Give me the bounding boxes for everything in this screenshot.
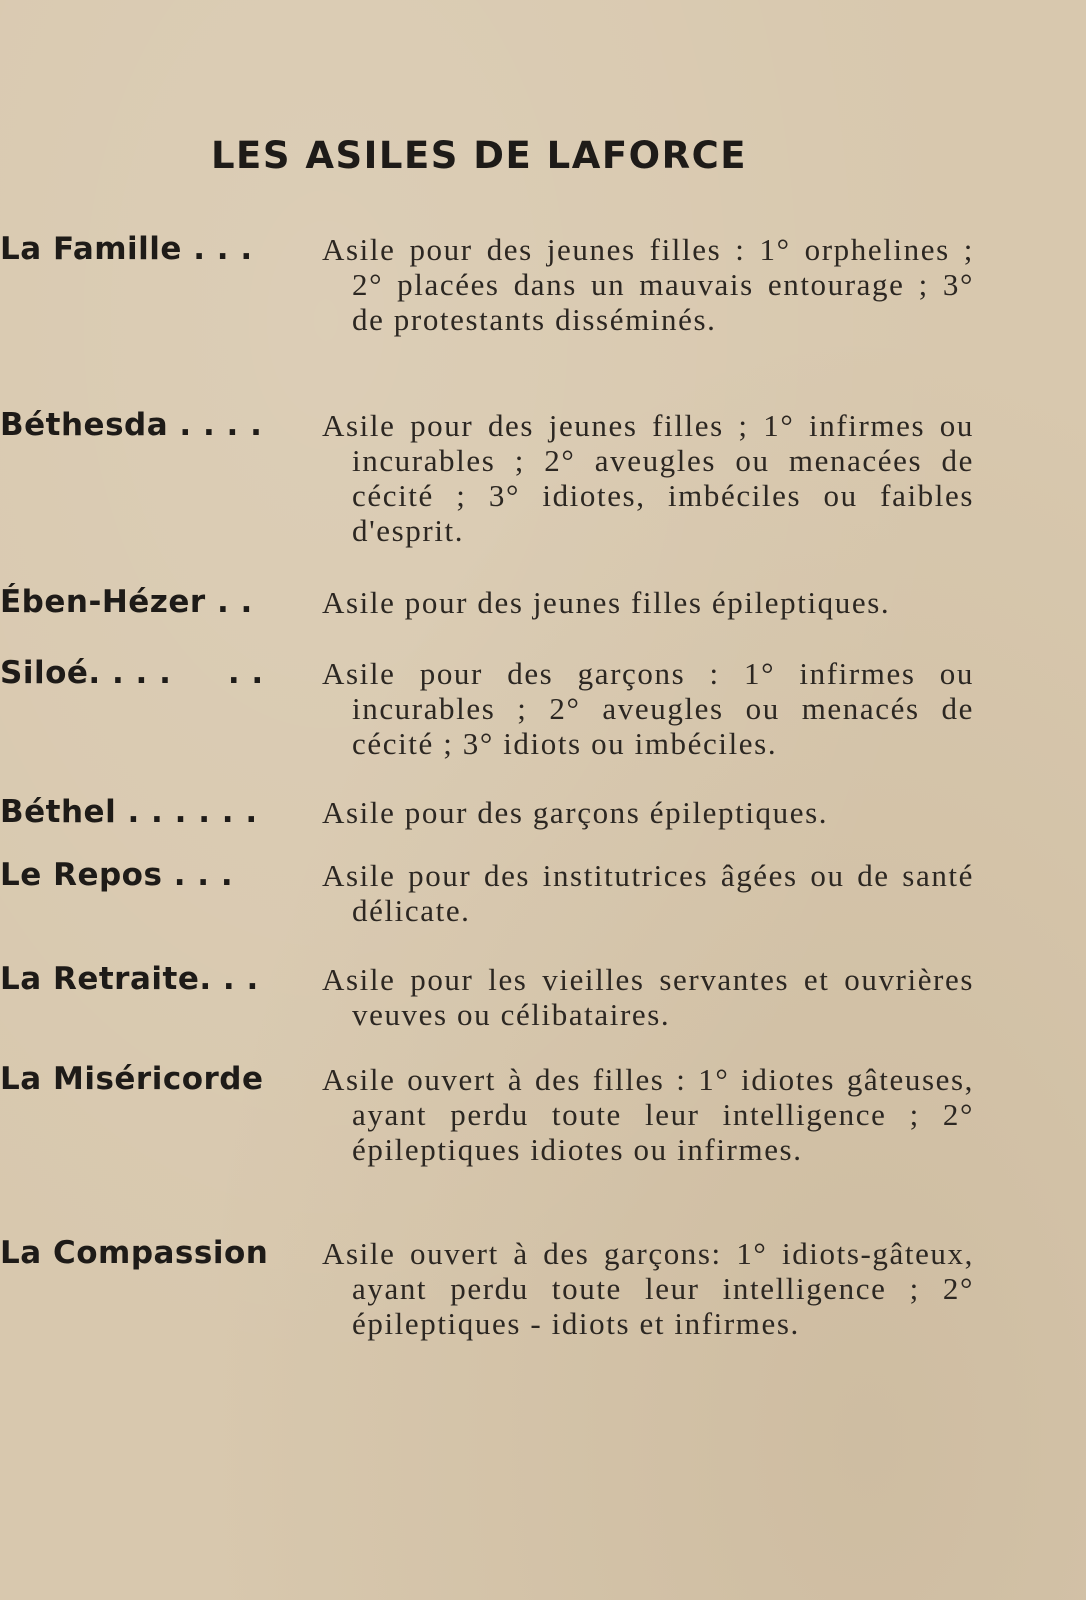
asylum-name: Béthesda . . . . bbox=[0, 407, 263, 443]
asylum-name: Le Repos . . . bbox=[0, 857, 234, 893]
asylum-description: Asile pour des jeunes filles ; 1° infirmes ou incurables ; 2° aveugles ou menacées de cécité ; 3° idiotes, imbéciles ou faibles d'esprit. bbox=[322, 408, 974, 548]
asylum-name: La Compassion bbox=[0, 1235, 269, 1271]
asylum-description: Asile ouvert à des filles : 1° idiotes gâteuses, ayant perdu toute leur intelligence ; 2° épileptiques idiotes ou infirmes. bbox=[322, 1062, 974, 1167]
asylum-name: La Famille . . . bbox=[0, 231, 253, 267]
asylum-description: Asile pour des garçons : 1° infirmes ou incurables ; 2° aveugles ou menacés de cécité ; 3° idiots ou imbéciles. bbox=[322, 656, 974, 761]
asylum-description: Asile pour des jeunes filles épileptiques. bbox=[322, 585, 891, 620]
asylum-name: Siloé. . . . . . bbox=[0, 655, 264, 691]
asylum-description: Asile pour des jeunes filles : 1° orphelines ; 2° placées dans un mauvais entourage ; 3° de protestants disséminés. bbox=[322, 232, 974, 337]
asylum-description: Asile ouvert à des garçons: 1° idiots-gâteux, ayant perdu toute leur intelligence ; 2° épileptiques - idiots et infirmes. bbox=[322, 1236, 974, 1341]
asylum-description: Asile pour des garçons épileptiques. bbox=[322, 795, 829, 830]
asylum-name: Béthel . . . . . . bbox=[0, 794, 258, 830]
asylum-description: Asile pour des institutrices âgées ou de santé délicate. bbox=[322, 858, 974, 928]
asylum-name: La Miséricorde bbox=[0, 1061, 264, 1097]
asylum-name: Ében-Hézer . . bbox=[0, 584, 253, 620]
asylum-name: La Retraite. . . bbox=[0, 961, 259, 997]
asylum-description: Asile pour les vieilles servantes et ouvrières veuves ou célibataires. bbox=[322, 962, 974, 1032]
page-title: LES ASILES DE LAFORCE bbox=[210, 134, 748, 177]
